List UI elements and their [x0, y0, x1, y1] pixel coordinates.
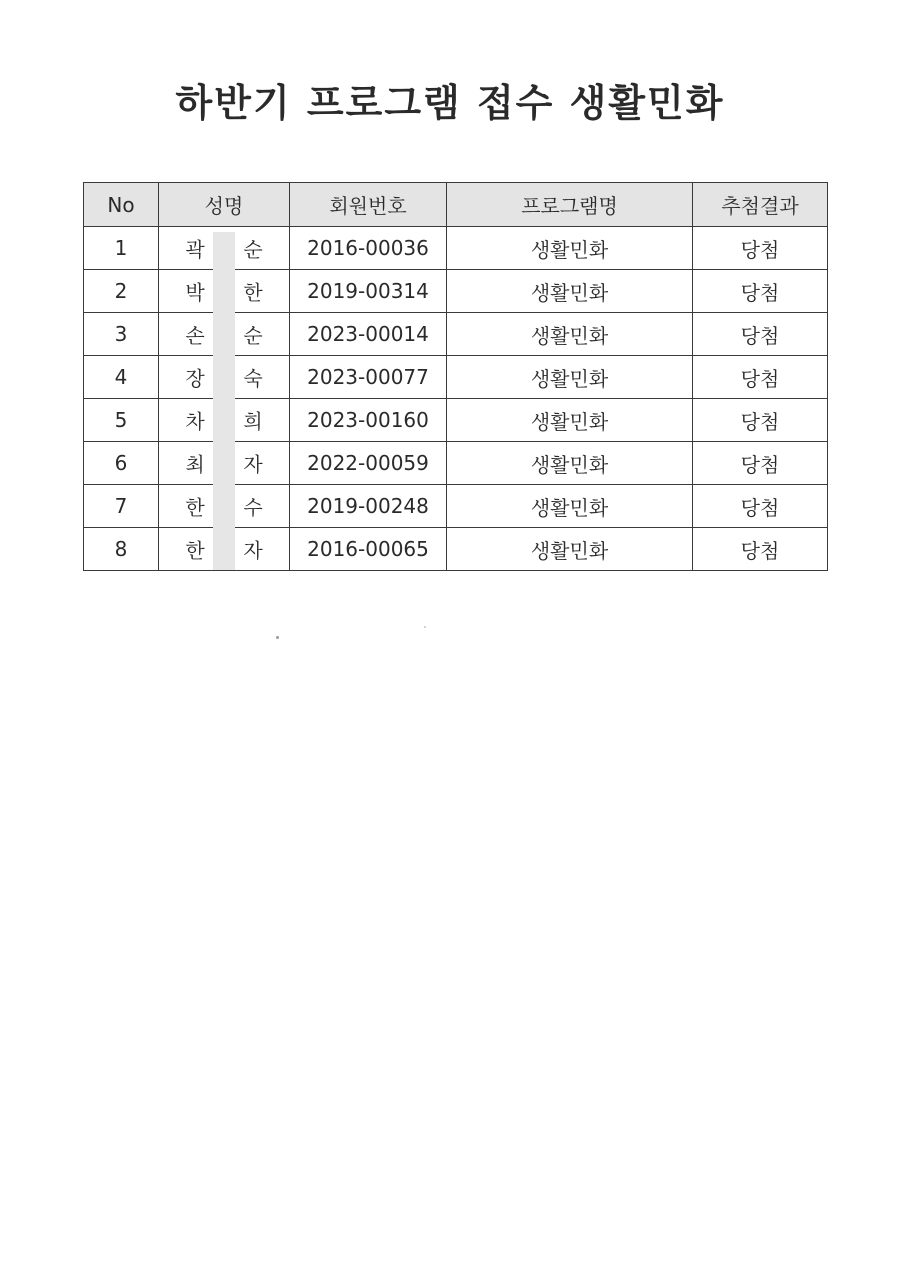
name-last-char: 자 [243, 538, 263, 563]
member-id: 2019-00314 [290, 270, 447, 313]
table-row [84, 227, 828, 270]
table-row [84, 485, 828, 528]
row-number: 6 [84, 442, 159, 485]
name-last-char: 한 [243, 280, 263, 305]
header-name: 성명 [159, 183, 290, 227]
header-result: 추첨결과 [693, 183, 828, 227]
name-last-char: 순 [243, 237, 263, 262]
table-row [84, 270, 828, 313]
program-name: 생활민화 [447, 356, 693, 399]
name-last-char: 자 [243, 452, 263, 477]
member-id: 2016-00065 [290, 528, 447, 571]
program-name: 생활민화 [447, 442, 693, 485]
table-header-row [84, 183, 828, 227]
draw-result: 당첨 [693, 227, 828, 270]
document-title: 하반기 프로그램 접수 생활민화 [175, 81, 725, 125]
row-number: 3 [84, 313, 159, 356]
scan-speck [424, 626, 426, 628]
header-member-id: 회원번호 [290, 183, 447, 227]
table-row [84, 313, 828, 356]
row-number: 2 [84, 270, 159, 313]
header-program: 프로그램명 [447, 183, 693, 227]
draw-result: 당첨 [693, 528, 828, 571]
member-id: 2016-00036 [290, 227, 447, 270]
draw-result: 당첨 [693, 356, 828, 399]
member-id: 2023-00077 [290, 356, 447, 399]
member-id: 2023-00160 [290, 399, 447, 442]
name-first-char: 한 [185, 538, 205, 563]
draw-result: 당첨 [693, 442, 828, 485]
member-id: 2023-00014 [290, 313, 447, 356]
program-name: 생활민화 [447, 485, 693, 528]
row-number: 5 [84, 399, 159, 442]
name-last-char: 수 [243, 495, 263, 520]
program-name: 생활민화 [447, 313, 693, 356]
redaction-bar [213, 232, 235, 570]
program-name: 생활민화 [447, 399, 693, 442]
header-no: No [84, 183, 159, 227]
name-last-char: 순 [243, 323, 263, 348]
row-number: 1 [84, 227, 159, 270]
draw-result: 당첨 [693, 313, 828, 356]
name-last-char: 희 [243, 409, 263, 434]
scan-speck [276, 636, 279, 639]
draw-result: 당첨 [693, 485, 828, 528]
draw-result: 당첨 [693, 270, 828, 313]
name-first-char: 한 [185, 495, 205, 520]
member-id: 2022-00059 [290, 442, 447, 485]
program-name: 생활민화 [447, 270, 693, 313]
name-first-char: 손 [185, 323, 205, 348]
name-first-char: 차 [185, 409, 205, 434]
name-last-char: 숙 [243, 366, 263, 391]
row-number: 7 [84, 485, 159, 528]
name-first-char: 박 [185, 280, 205, 305]
member-id: 2019-00248 [290, 485, 447, 528]
draw-result: 당첨 [693, 399, 828, 442]
row-number: 8 [84, 528, 159, 571]
program-name: 생활민화 [447, 227, 693, 270]
table-row [84, 442, 828, 485]
table-row [84, 399, 828, 442]
row-number: 4 [84, 356, 159, 399]
name-first-char: 장 [185, 366, 205, 391]
table-row [84, 528, 828, 571]
name-first-char: 최 [185, 452, 205, 477]
name-first-char: 곽 [185, 237, 205, 262]
results-table [83, 182, 828, 571]
program-name: 생활민화 [447, 528, 693, 571]
table-row [84, 356, 828, 399]
